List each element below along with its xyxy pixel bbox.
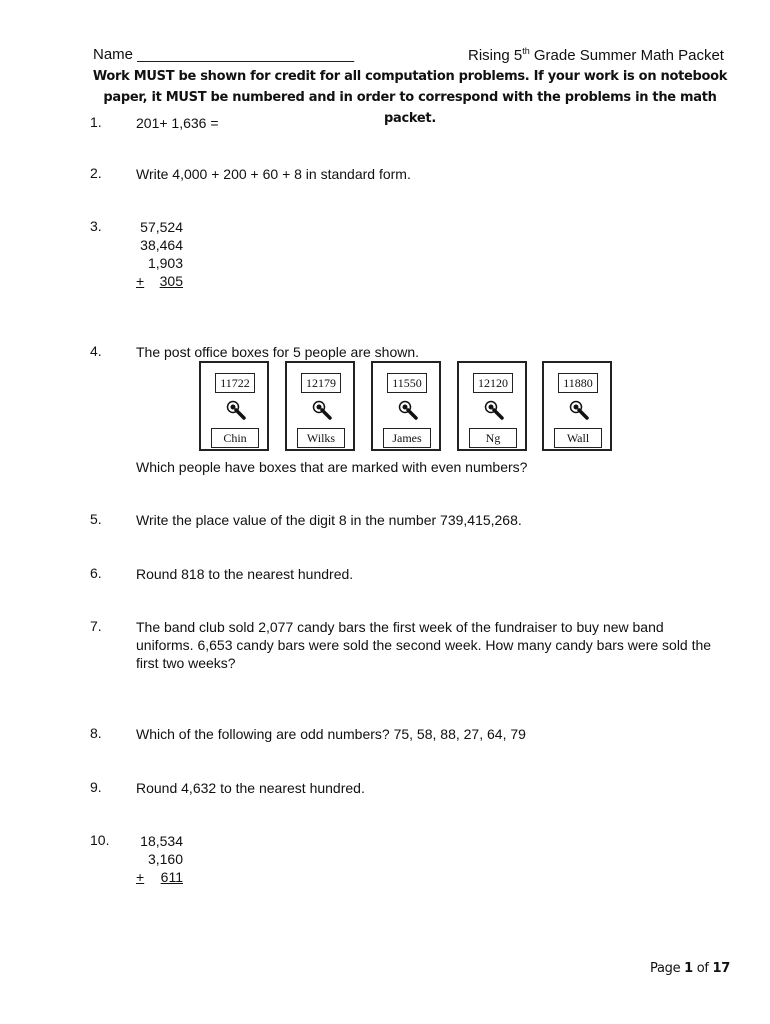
question-number: 10. [90, 832, 110, 848]
key-lock-icon [397, 399, 419, 421]
question-number: 6. [90, 565, 102, 581]
question-number: 9. [90, 779, 102, 795]
po-box [199, 361, 269, 451]
box-number: 11880 [558, 373, 598, 393]
question-number: 7. [90, 618, 102, 634]
box-number: 12179 [301, 373, 341, 393]
box-owner: Wall [554, 428, 602, 448]
question-text: Round 818 to the nearest hundred. [136, 566, 354, 582]
po-box [542, 361, 612, 451]
key-lock-icon [311, 399, 333, 421]
page-number: 1 [684, 961, 693, 976]
instructions: Work MUST be shown for credit for all computation problems. If your work is on notebook paper, it MUST be numbered and in order to correspond with the problems in the math packet. [92, 69, 728, 126]
box-owner: James [383, 428, 431, 448]
question-number: 1. [90, 114, 102, 130]
box-number: 11722 [215, 373, 255, 393]
key-lock-icon [568, 399, 590, 421]
addend: 3,160 [147, 851, 183, 867]
box-owner: Chin [211, 428, 259, 448]
question-followup: Which people have boxes that are marked with even numbers? [136, 459, 528, 475]
addend: 18,534 [140, 833, 183, 849]
question-number: 2. [90, 165, 102, 181]
box-owner: Ng [469, 428, 517, 448]
page-footer [650, 961, 730, 976]
addend-last [136, 272, 183, 290]
name-blank: __________________________ [137, 46, 355, 63]
addition-stack [136, 218, 183, 290]
box-owner: Wilks [297, 428, 345, 448]
name-label: Name [93, 46, 134, 63]
page-total: 17 [712, 961, 730, 976]
po-box [457, 361, 527, 451]
addend: 305 [159, 273, 183, 289]
question-number: 4. [90, 343, 102, 359]
title-superscript: th [522, 46, 530, 56]
title-prefix: Rising 5 [468, 47, 523, 64]
question-number: 3. [90, 218, 102, 234]
question-text: The band club sold 2,077 candy bars the first week of the fundraiser to buy new band uniforms. 6,653 candy bars were sold the second week. How many candy bars were sold the first two weeks? [136, 619, 712, 671]
po-box [285, 361, 355, 451]
of-label: of [696, 961, 709, 976]
question-text: Which of the following are odd numbers? 75, 58, 88, 27, 64, 79 [136, 726, 526, 742]
addend: 57,524 [140, 219, 183, 235]
page-label: Page [650, 961, 681, 976]
name-line [93, 46, 354, 63]
question-text: The post office boxes for 5 people are shown. [136, 344, 420, 360]
title-suffix: Grade Summer Math Packet [529, 47, 724, 64]
key-lock-icon [225, 399, 247, 421]
addend: 1,903 [147, 255, 183, 271]
question-text: 201+ 1,636 = [136, 115, 219, 131]
addend: 611 [160, 869, 183, 885]
po-box [371, 361, 441, 451]
addend-last [136, 868, 183, 886]
plus-sign: + [136, 869, 145, 885]
addition-stack [136, 832, 183, 886]
question-text: Round 4,632 to the nearest hundred. [136, 780, 365, 796]
packet-title [468, 46, 724, 64]
box-number: 11550 [387, 373, 427, 393]
key-lock-icon [483, 399, 505, 421]
plus-sign: + [136, 273, 145, 289]
question-number: 8. [90, 725, 102, 741]
box-number: 12120 [473, 373, 513, 393]
post-office-boxes [199, 361, 619, 457]
addend: 38,464 [140, 237, 183, 253]
question-number: 5. [90, 511, 102, 527]
question-text: Write the place value of the digit 8 in the number 739,415,268. [136, 512, 522, 528]
question-text: Write 4,000 + 200 + 60 + 8 in standard form. [136, 166, 411, 182]
